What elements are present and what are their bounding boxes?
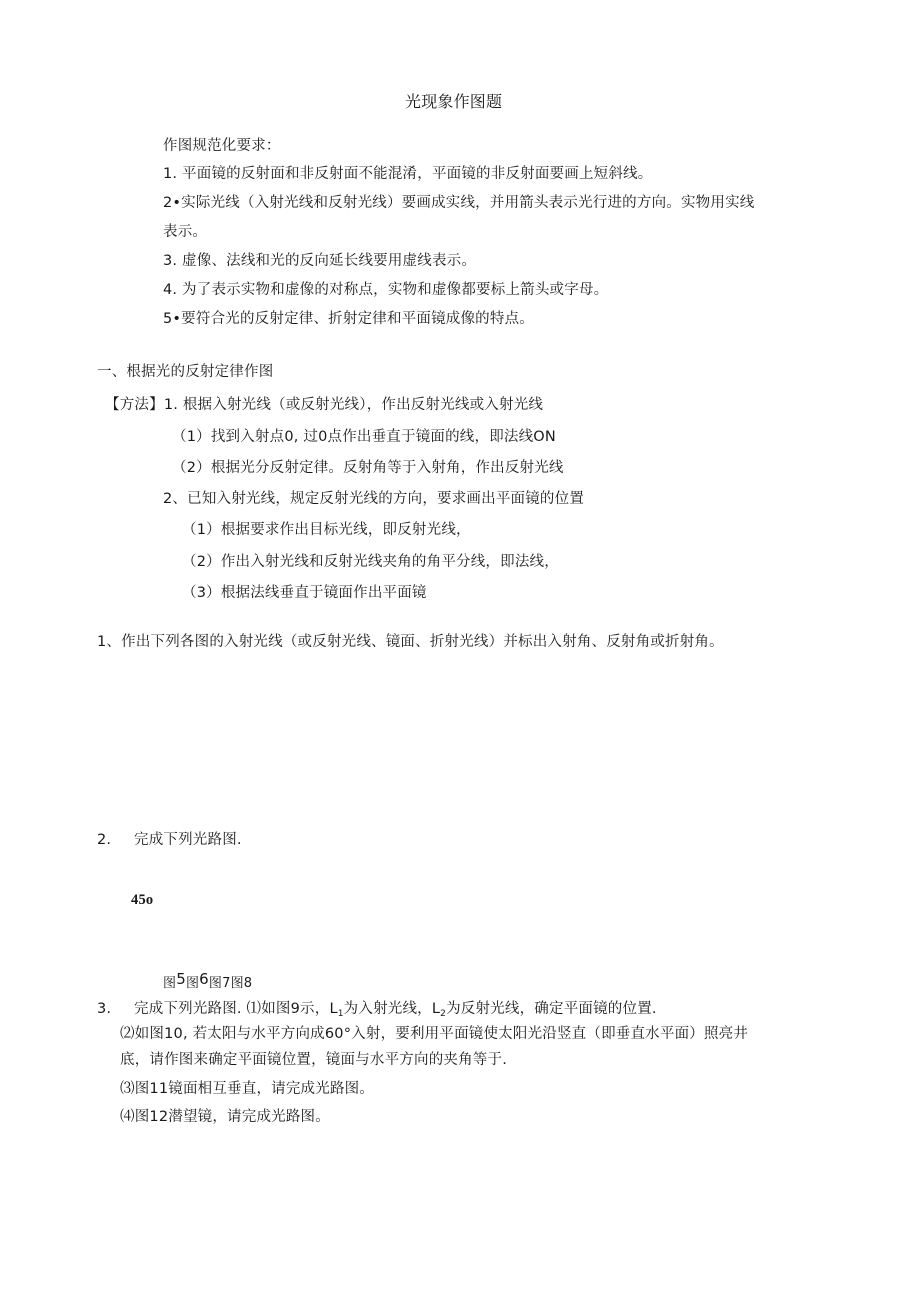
requirement-item-1: 1. 平面镜的反射面和非反射面不能混淆，平面镜的非反射面要画上短斜线。 — [163, 166, 653, 182]
figure-captions — [163, 972, 252, 994]
requirement-item-3: 3. 虚像、法线和光的反向延长线要用虚线表示。 — [163, 253, 477, 269]
q3-part1-text: 为入射光线，L — [343, 1001, 441, 1017]
question-3-part-1 — [134, 999, 657, 1024]
method-1-step-2: （2）根据光分反射定律。反射角等于入射角，作出反射光线 — [172, 460, 564, 476]
caption-part: 图 — [185, 976, 200, 991]
method-2-step-1: （1）根据要求作出目标光线，即反射光线， — [182, 522, 471, 538]
caption-part: 5 — [176, 970, 186, 988]
question-1: 1、作出下列各图的入射光线（或反射光线、镜面、折射光线）并标出入射角、反射角或折射角。 — [97, 634, 724, 650]
method-2: 2、已知入射光线，规定反射光线的方向，要求画出平面镜的位置 — [163, 491, 585, 507]
method-label: 【方法】 — [105, 397, 164, 413]
q3-part1-text: 完成下列光路图. ⑴如图9示，L — [134, 1001, 338, 1017]
requirement-item-2: 2•实际光线（入射光线和反射光线）要画成实线，并用箭头表示光行进的方向。实物用实线 — [163, 195, 755, 211]
caption-part: 图7图8 — [208, 976, 253, 991]
angle-label-45: 45o — [131, 892, 154, 908]
caption-part: 图 — [163, 976, 177, 991]
section-1-heading: 一、根据光的反射定律作图 — [97, 364, 274, 380]
method-2-step-3: （3）根据法线垂直于镜面作出平面镜 — [182, 585, 427, 601]
caption-part: 6 — [199, 970, 209, 988]
q3-subscript: 1 — [337, 1009, 344, 1019]
q3-part1-text: 为反射光线，确定平面镜的位置. — [446, 1001, 657, 1017]
method-2-step-2: （2）作出入射光线和反射光线夹角的角平分线，即法线， — [182, 554, 559, 570]
q3-subscript: 2 — [440, 1009, 447, 1019]
question-3-part-4: ⑷图12潜望镜，请完成光路图。 — [120, 1109, 330, 1125]
question-2-text: 完成下列光路图. — [134, 832, 242, 848]
question-3-part-2: ⑵如图10, 若太阳与水平方向成60°入射，要利用平面镜使太阳光沿竖直（即垂直水平面）照亮井 — [120, 1026, 749, 1042]
question-3-part-3: ⑶图11镜面相互垂直，请完成光路图。 — [120, 1081, 375, 1097]
requirement-item-2-cont: 表示。 — [163, 224, 208, 240]
method-1 — [105, 395, 543, 415]
page-title: 光现象作图题 — [405, 92, 503, 111]
question-2-number: 2. — [97, 832, 112, 848]
requirement-item-5: 5•要符合光的反射定律、折射定律和平面镜成像的特点。 — [163, 311, 534, 327]
method-1-text: 1. 根据入射光线（或反射光线），作出反射光线或入射光线 — [163, 397, 544, 413]
question-3-number: 3. — [97, 1001, 112, 1017]
method-1-step-1: （1）找到入射点0, 过0点作出垂直于镜面的线，即法线ON — [172, 429, 556, 445]
requirements-heading: 作图规范化要求： — [163, 138, 281, 154]
question-3-part-2-cont: 底，请作图来确定平面镜位置，镜面与水平方向的夹角等于. — [120, 1052, 508, 1068]
requirement-item-4: 4. 为了表示实物和虚像的对称点，实物和虚像都要标上箭头或字母。 — [163, 282, 609, 298]
